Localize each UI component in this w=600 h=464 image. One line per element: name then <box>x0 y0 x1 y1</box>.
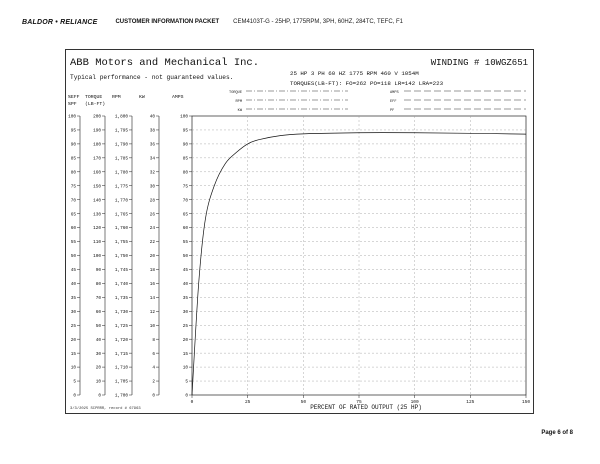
axis-header: AMPS <box>172 95 184 100</box>
y-tick-label: 25 <box>70 323 76 329</box>
legend-label-kw: KW <box>237 109 242 113</box>
axis-header: RPM <box>112 95 121 100</box>
y-tick-label: 45 <box>182 268 188 274</box>
y-tick-label: 4 <box>152 365 155 371</box>
y-tick-label: 70 <box>70 198 76 204</box>
y-tick-label: 1,800 <box>114 114 128 120</box>
y-tick-label: 12 <box>149 309 155 315</box>
y-tick-label: 80 <box>182 170 188 176</box>
y-tick-label: 16 <box>149 282 155 287</box>
y-tick-label: 85 <box>182 156 188 162</box>
x-tick-label: 50 <box>300 400 307 405</box>
y-tick-label: 170 <box>93 156 101 162</box>
y-tick-label: 5 <box>185 379 188 385</box>
chart-series <box>192 133 526 395</box>
y-tick-label: 0 <box>152 393 155 399</box>
y-tick-label: 150 <box>93 184 101 190</box>
y-tick-label: 1,715 <box>114 351 128 357</box>
y-tick-label: 70 <box>95 295 101 301</box>
y-tick-label: 20 <box>70 337 76 343</box>
y-tick-label: 60 <box>70 226 76 232</box>
y-tick-label: 120 <box>93 226 101 232</box>
performance-note: Typical performance - not guaranteed values. <box>70 74 234 81</box>
legend-label-torque: TORQUE <box>229 91 242 95</box>
y-tick-label: 26 <box>149 212 155 218</box>
y-tick-label: 30 <box>95 351 101 357</box>
y-tick-label: 40 <box>95 337 101 343</box>
y-tick-label: 40 <box>149 114 155 120</box>
y-tick-label: 60 <box>95 309 101 315</box>
y-tick-label: 90 <box>182 142 188 148</box>
y-tick-label: 10 <box>149 323 155 329</box>
y-tick-label: 20 <box>182 337 188 343</box>
x-axis-label: PERCENT OF RATED OUTPUT (25 HP) <box>310 404 422 411</box>
y-tick-label: 38 <box>149 128 155 134</box>
y-tick-label: 60 <box>182 226 188 232</box>
company-name: ABB Motors and Mechanical Inc. <box>70 57 260 69</box>
y-tick-label: 10 <box>70 365 76 371</box>
y-tick-label: 1,740 <box>114 282 128 287</box>
y-tick-label: 40 <box>182 282 188 287</box>
y-tick-label: 10 <box>182 365 188 371</box>
y-tick-label: 1,710 <box>114 365 128 371</box>
y-tick-label: 1,735 <box>114 295 128 301</box>
y-tick-label: 1,750 <box>114 254 128 260</box>
y-tick-label: 18 <box>149 268 155 274</box>
y-tick-label: 15 <box>182 351 188 357</box>
y-tick-label: 32 <box>149 170 155 176</box>
y-tick-label: 95 <box>182 128 188 134</box>
rating-line: 25 HP 3 PH 60 HZ 1775 RPM 460 V 1054M <box>290 70 419 77</box>
y-tick-label: 20 <box>149 254 155 260</box>
axis-header: %EFF <box>68 95 80 100</box>
x-tick-label: 25 <box>244 400 251 405</box>
y-tick-label: 100 <box>68 114 76 120</box>
chart-legend <box>229 91 526 113</box>
y-tick-label: 24 <box>149 226 155 232</box>
y-tick-label: 30 <box>149 184 155 190</box>
y-tick-label: 65 <box>70 212 76 218</box>
y-tick-label: 35 <box>70 295 76 301</box>
y-tick-label: 1,755 <box>114 240 128 246</box>
y-tick-label: 100 <box>180 114 188 120</box>
y-tick-label: 190 <box>93 128 101 134</box>
y-tick-label: 20 <box>95 365 101 371</box>
x-tick-label: 150 <box>521 400 531 405</box>
y-tick-label: 110 <box>93 240 101 246</box>
legend-label-eff: EFF <box>390 100 397 104</box>
y-tick-label: 14 <box>149 295 155 301</box>
y-tick-label: 1,770 <box>114 198 128 204</box>
y-tick-label: 95 <box>70 128 76 134</box>
y-tick-label: 1,795 <box>114 128 128 134</box>
y-tick-label: 40 <box>70 282 76 287</box>
y-tick-label: 0 <box>98 393 101 399</box>
y-tick-label: 5 <box>73 379 76 385</box>
y-tick-label: 1,775 <box>114 184 128 190</box>
y-tick-label: 160 <box>93 170 101 176</box>
y-tick-label: 1,790 <box>114 142 128 148</box>
y-tick-label: 30 <box>182 309 188 315</box>
x-tick-label: 125 <box>466 400 475 405</box>
axis-header: KW <box>139 95 145 100</box>
y-tick-label: 55 <box>70 240 76 246</box>
y-tick-label: 36 <box>149 142 155 148</box>
brand-logo: BALDOR • RELIANCE <box>22 18 98 26</box>
y-tick-label: 45 <box>70 268 76 274</box>
y-tick-label: 50 <box>182 254 188 260</box>
series-line-eff <box>192 133 526 395</box>
y-tick-label: 75 <box>70 184 76 190</box>
legend-label-rpm: RPM <box>235 100 242 104</box>
y-tick-label: 0 <box>185 393 188 399</box>
y-tick-label: 28 <box>149 198 155 204</box>
y-tick-label: 70 <box>182 198 188 204</box>
y-tick-label: 34 <box>149 156 155 162</box>
y-tick-label: 6 <box>152 351 155 357</box>
y-tick-label: 30 <box>70 309 76 315</box>
y-tick-label: 1,720 <box>114 337 128 343</box>
y-tick-label: 35 <box>182 295 188 301</box>
packet-header <box>22 16 403 28</box>
x-tick-label: 100 <box>410 400 419 405</box>
y-tick-label: 15 <box>70 351 76 357</box>
axis-header: %PF <box>68 102 77 107</box>
footer-note: 3/3/2025 SCPRRR, record # 67963 <box>70 407 141 411</box>
torque-line: TORQUES(LB-FT): FO=262 PO=118 LR=142 LRA=223 <box>290 80 444 87</box>
y-tick-label: 1,705 <box>114 379 128 385</box>
winding-number: WINDING # 10WGZ651 <box>430 58 528 68</box>
y-tick-label: 1,730 <box>114 309 128 315</box>
y-tick-label: 65 <box>182 212 188 218</box>
y-tick-label: 25 <box>182 323 188 329</box>
y-axes <box>68 115 192 399</box>
y-tick-label: 1,700 <box>114 393 128 399</box>
y-tick-label: 0 <box>73 393 76 399</box>
y-tick-label: 75 <box>182 184 188 190</box>
legend-label-amps: AMPS <box>390 91 399 95</box>
y-tick-label: 80 <box>95 282 101 287</box>
y-tick-label: 50 <box>95 323 101 329</box>
y-tick-label: 200 <box>93 114 101 120</box>
performance-sheet <box>65 49 534 414</box>
y-tick-label: 80 <box>70 170 76 176</box>
y-tick-label: 1,745 <box>114 268 128 274</box>
y-tick-label: 1,760 <box>114 226 128 232</box>
motor-model: CEM4103T-G - 25HP, 1775RPM, 3PH, 60HZ, 284TC, TEFC, F1 <box>233 19 403 25</box>
axis-header: TORQUE <box>85 95 103 100</box>
page-number: Page 6 of 8 <box>541 430 573 436</box>
axis-headers <box>68 94 184 107</box>
y-tick-label: 140 <box>93 198 101 204</box>
y-tick-label: 90 <box>95 268 101 274</box>
y-tick-label: 22 <box>149 240 155 246</box>
y-tick-label: 180 <box>93 142 101 148</box>
y-tick-label: 1,725 <box>114 323 128 329</box>
y-tick-label: 100 <box>93 254 101 260</box>
y-tick-label: 85 <box>70 156 76 162</box>
y-tick-label: 1,765 <box>114 212 128 218</box>
packet-title: CUSTOMER INFORMATION PACKET <box>115 19 220 25</box>
y-tick-label: 55 <box>182 240 188 246</box>
x-tick-label: 0 <box>190 400 194 405</box>
y-tick-label: 90 <box>70 142 76 148</box>
performance-chart <box>66 50 533 413</box>
y-tick-label: 10 <box>95 379 101 385</box>
x-tick-label: 75 <box>356 400 362 405</box>
y-tick-label: 1,780 <box>114 170 128 176</box>
y-tick-label: 50 <box>70 254 76 260</box>
y-tick-label: 130 <box>93 212 101 218</box>
chart-grid <box>192 116 526 395</box>
y-tick-label: 1,785 <box>114 156 128 162</box>
y-tick-label: 8 <box>152 337 155 343</box>
legend-label-pf: PF <box>390 109 395 113</box>
axis-header: (LB-FT) <box>85 102 106 107</box>
y-tick-label: 2 <box>152 379 155 385</box>
